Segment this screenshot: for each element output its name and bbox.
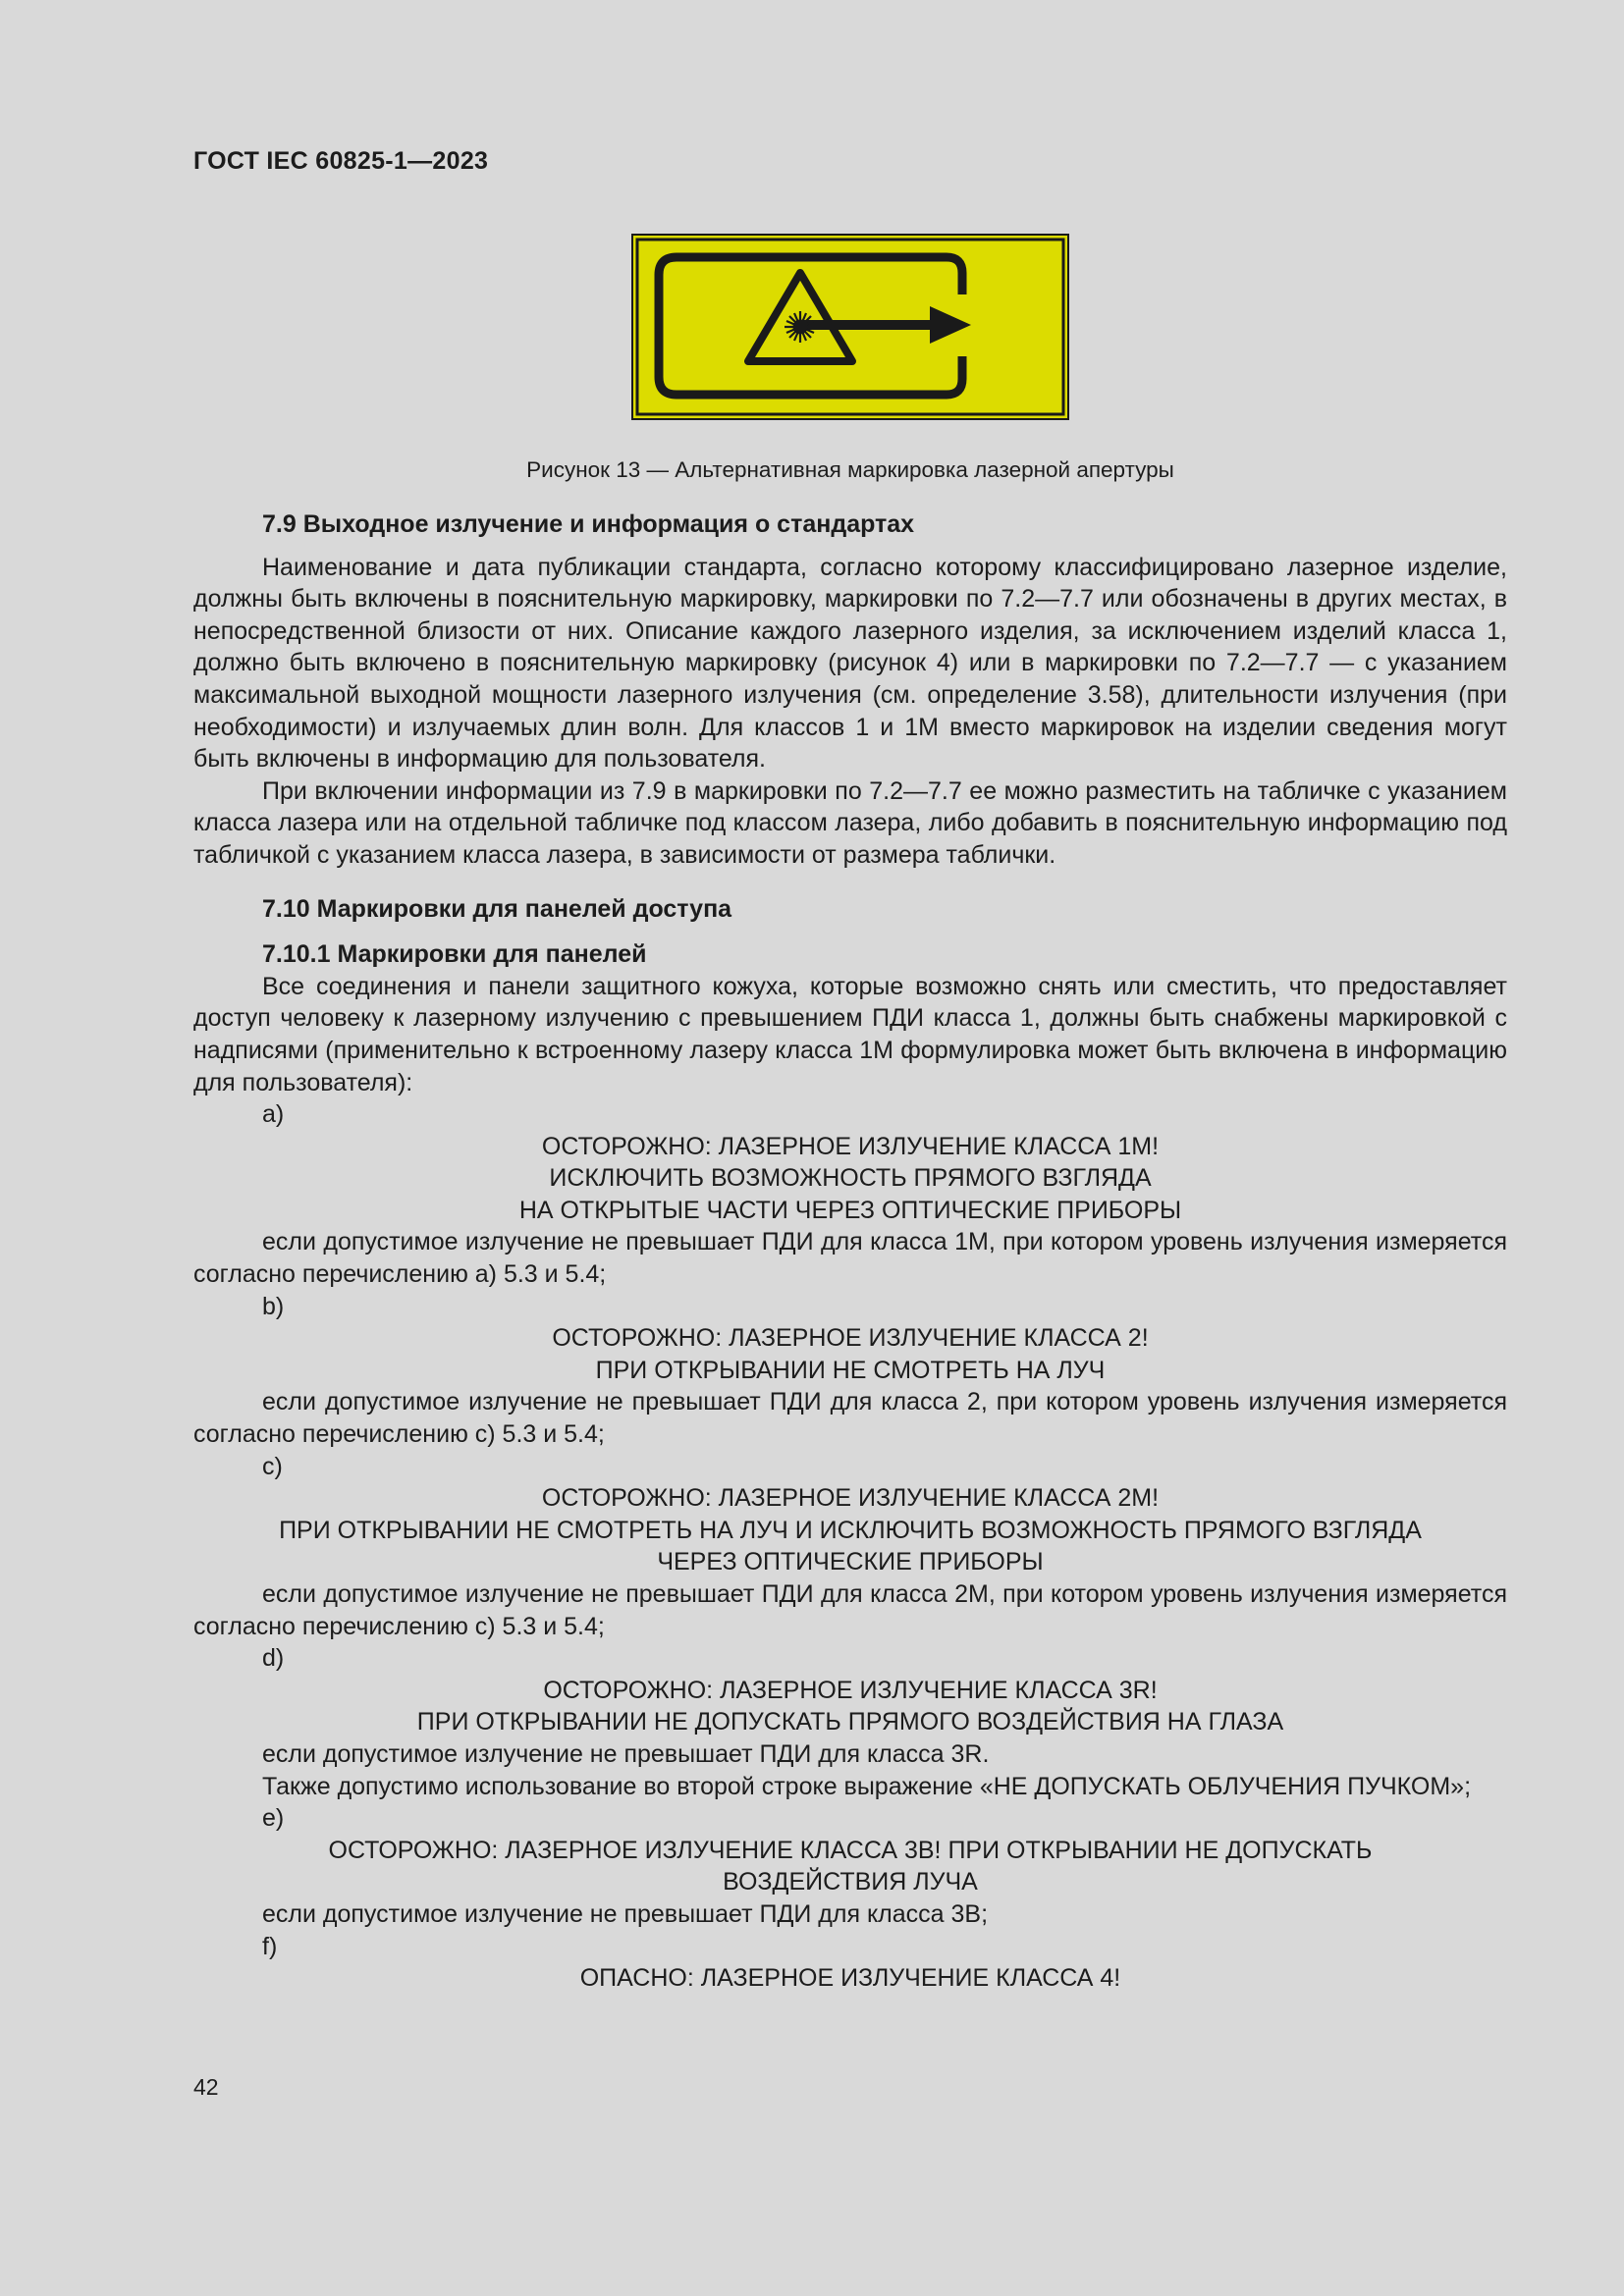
item-note: если допустимое излучение не превышает ПДИ для класса 3R.: [262, 1739, 990, 1768]
item-note: если допустимое излучение не превышает ПДИ для класса 2М, при котором уровень излучения измеряется согласно перечислению с) 5.3 и 5.4;: [193, 1580, 1507, 1640]
warning-line: НА ОТКРЫТЫЕ ЧАСТИ ЧЕРЕЗ ОПТИЧЕСКИЕ ПРИБОРЫ: [518, 1196, 1182, 1224]
warning-line: ПРИ ОТКРЫВАНИИ НЕ СМОТРЕТЬ НА ЛУЧ И ИСКЛЮЧИТЬ ВОЗМОЖНОСТЬ ПРЯМОГО ВЗГЛЯДА: [279, 1516, 1422, 1544]
list-item-label: d): [262, 1644, 285, 1673]
section-7-9-paragraph-2: При включении информации из 7.9 в маркировки по 7.2—7.7 ее можно разместить на табличке с указанием класса лазера или на отдельной табличке под классом лазера, либо добавить в пояснительную информацию под табличкой с указанием класса лазера, в зависимости от размера таблички.: [193, 776, 1507, 869]
item-note: если допустимое излучение не превышает ПДИ для класса 3В;: [262, 1899, 989, 1928]
warning-line: ОСТОРОЖНО: ЛАЗЕРНОЕ ИЗЛУЧЕНИЕ КЛАССА 2М!: [541, 1484, 1160, 1513]
beam-line: [800, 320, 938, 330]
warning-line: ОСТОРОЖНО: ЛАЗЕРНОЕ ИЗЛУЧЕНИЕ КЛАССА 3В! ПРИ ОТКРЫВАНИИ НЕ ДОПУСКАТЬ: [328, 1836, 1373, 1864]
list-item-label: f): [262, 1932, 278, 1960]
laser-aperture-sign: [631, 234, 1069, 420]
warning-line: ОСТОРОЖНО: ЛАЗЕРНОЕ ИЗЛУЧЕНИЕ КЛАССА 1М!: [541, 1132, 1160, 1160]
section-7-10-heading: 7.10 Маркировки для панелей доступа: [262, 894, 732, 923]
warning-line: ИСКЛЮЧИТЬ ВОЗМОЖНОСТЬ ПРЯМОГО ВЗГЛЯДА: [549, 1164, 1152, 1193]
item-note: если допустимое излучение не превышает ПДИ для класса 2, при котором уровень излучения измеряется согласно перечислению с) 5.3 и 5.4;: [193, 1388, 1507, 1449]
warning-line: ЧЕРЕЗ ОПТИЧЕСКИЕ ПРИБОРЫ: [657, 1548, 1044, 1576]
section-7-9-heading: 7.9 Выходное излучение и информация о стандартах: [262, 510, 915, 538]
warning-line: ОСТОРОЖНО: ЛАЗЕРНОЕ ИЗЛУЧЕНИЕ КЛАССА 3R!: [543, 1676, 1158, 1704]
warning-line: ОСТОРОЖНО: ЛАЗЕРНОЕ ИЗЛУЧЕНИЕ КЛАССА 2!: [552, 1324, 1149, 1353]
page-number: 42: [193, 2074, 219, 2100]
section-7-10-1-heading: 7.10.1 Маркировки для панелей: [262, 940, 647, 969]
item-note: Также допустимо использование во второй строке выражение «НЕ ДОПУСКАТЬ ОБЛУЧЕНИЯ ПУЧКОМ»;: [262, 1772, 1472, 1800]
section-7-9-paragraph-1: Наименование и дата публикации стандарта, согласно которому классифицировано лазерное изделие, должны быть включены в пояснительную маркировку, маркировки по 7.2—7.7 или обозначены в других местах, в непосредственной близости от них. Описание каждого лазерного изделия, за исключением изделий класса 1, должно быть включено в пояснительную маркировку (рисунок 4) или в маркировки по 7.2—7.7 — с указанием максимальной выходной мощности лазерного излучения (см. определение 3.58), длительности излучения (при необходимости) и излучаемых длин волн. Для классов 1 и 1М вместо маркировок на изделии сведения могут быть включены в информацию для пользователя.: [193, 553, 1507, 774]
warning-line: ПРИ ОТКРЫВАНИИ НЕ ДОПУСКАТЬ ПРЯМОГО ВОЗДЕЙСТВИЯ НА ГЛАЗА: [416, 1708, 1284, 1736]
list-item-label: b): [262, 1292, 285, 1320]
list-item-label: c): [262, 1452, 283, 1480]
warning-line: ОПАСНО: ЛАЗЕРНОЕ ИЗЛУЧЕНИЕ КЛАССА 4!: [579, 1964, 1121, 1993]
figure-caption: Рисунок 13 — Альтернативная маркировка лазерной апертуры: [526, 457, 1174, 482]
warning-line: ВОЗДЕЙСТВИЯ ЛУЧА: [723, 1868, 978, 1896]
item-note: если допустимое излучение не превышает ПДИ для класса 1М, при котором уровень излучения измеряется согласно перечислению а) 5.3 и 5.4;: [193, 1228, 1507, 1289]
main-content: [193, 508, 1507, 1995]
warning-line: ПРИ ОТКРЫВАНИИ НЕ СМОТРЕТЬ НА ЛУЧ: [595, 1356, 1106, 1384]
list-item-label: a): [262, 1100, 285, 1129]
list-item-label: e): [262, 1804, 285, 1833]
section-7-10-1-intro: Все соединения и панели защитного кожуха, которые возможно снять или сместить, что предоставляет доступ человеку к лазерному излучению с превышением ПДИ класса 1, должны быть снабжены маркировкой с надписями (применительно к встроенному лазеру класса 1М формулировка может быть включена в информацию для пользователя):: [193, 972, 1507, 1096]
document-code-header: ГОСТ IEC 60825-1—2023: [193, 147, 489, 175]
